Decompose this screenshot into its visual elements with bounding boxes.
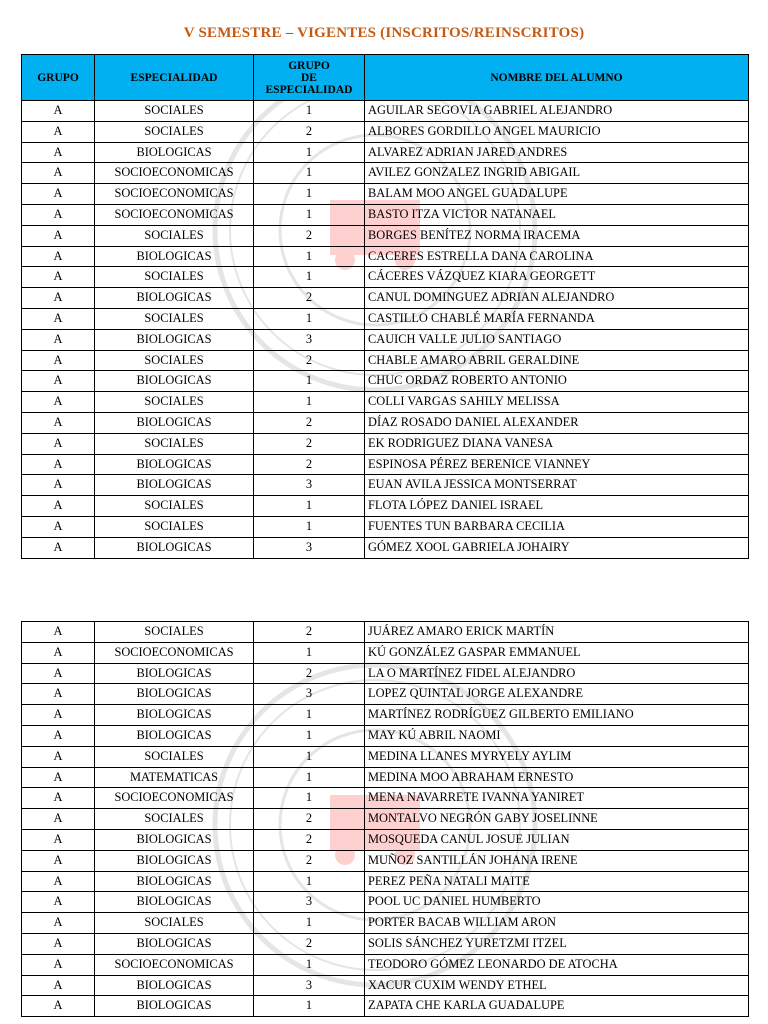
cell-especialidad: SOCIALES	[95, 267, 254, 288]
table-row	[22, 412, 749, 433]
cell-grupo: A	[22, 809, 95, 830]
cell-nombre: KÚ GONZÁLEZ GASPAR EMMANUEL	[365, 642, 749, 663]
cell-grupo-especialidad: 1	[254, 516, 365, 537]
cell-grupo: A	[22, 288, 95, 309]
table-body	[22, 101, 749, 559]
table-row	[22, 246, 749, 267]
cell-grupo-especialidad: 2	[254, 850, 365, 871]
cell-grupo: A	[22, 412, 95, 433]
cell-grupo-especialidad: 1	[254, 642, 365, 663]
cell-nombre: CAUICH VALLE JULIO SANTIAGO	[365, 329, 749, 350]
cell-nombre: CACERES ESTRELLA DANA CAROLINA	[365, 246, 749, 267]
cell-grupo: A	[22, 850, 95, 871]
cell-grupo-especialidad: 3	[254, 684, 365, 705]
cell-nombre: EUAN AVILA JESSICA MONTSERRAT	[365, 475, 749, 496]
cell-nombre: PEREZ PEÑA NATALI MAITE	[365, 871, 749, 892]
cell-grupo: A	[22, 829, 95, 850]
cell-nombre: ALBORES GORDILLO ANGEL MAURICIO	[365, 121, 749, 142]
cell-especialidad: BIOLOGICAS	[95, 829, 254, 850]
cell-especialidad: MATEMATICAS	[95, 767, 254, 788]
cell-grupo-especialidad: 1	[254, 871, 365, 892]
cell-grupo-especialidad: 1	[254, 246, 365, 267]
table-row	[22, 767, 749, 788]
cell-grupo: A	[22, 933, 95, 954]
table-row	[22, 184, 749, 205]
cell-especialidad: SOCIALES	[95, 101, 254, 122]
cell-especialidad: SOCIALES	[95, 392, 254, 413]
cell-grupo-especialidad: 2	[254, 433, 365, 454]
table-row	[22, 705, 749, 726]
cell-especialidad: SOCIALES	[95, 350, 254, 371]
cell-grupo: A	[22, 996, 95, 1017]
cell-grupo-especialidad: 1	[254, 705, 365, 726]
cell-especialidad: BIOLOGICAS	[95, 329, 254, 350]
cell-grupo-especialidad: 2	[254, 412, 365, 433]
table-row	[22, 642, 749, 663]
cell-nombre: SOLIS SÁNCHEZ YURETZMI ITZEL	[365, 933, 749, 954]
cell-grupo: A	[22, 705, 95, 726]
cell-nombre: CHUC ORDAZ ROBERTO ANTONIO	[365, 371, 749, 392]
cell-grupo-especialidad: 2	[254, 121, 365, 142]
cell-grupo: A	[22, 975, 95, 996]
cell-nombre: LOPEZ QUINTAL JORGE ALEXANDRE	[365, 684, 749, 705]
cell-nombre: BALAM MOO ANGEL GUADALUPE	[365, 184, 749, 205]
cell-especialidad: SOCIALES	[95, 433, 254, 454]
cell-grupo: A	[22, 788, 95, 809]
cell-especialidad: BIOLOGICAS	[95, 725, 254, 746]
cell-grupo: A	[22, 350, 95, 371]
cell-grupo-especialidad: 1	[254, 101, 365, 122]
cell-grupo-especialidad: 1	[254, 996, 365, 1017]
cell-grupo-especialidad: 1	[254, 267, 365, 288]
cell-especialidad: BIOLOGICAS	[95, 850, 254, 871]
students-table-2	[21, 621, 749, 1017]
cell-grupo: A	[22, 913, 95, 934]
cell-especialidad: SOCIALES	[95, 121, 254, 142]
cell-especialidad: BIOLOGICAS	[95, 705, 254, 726]
table-row	[22, 684, 749, 705]
cell-nombre: JUÁREZ AMARO ERICK MARTÍN	[365, 622, 749, 643]
cell-grupo-especialidad: 1	[254, 308, 365, 329]
header-line: DE	[301, 71, 317, 84]
cell-nombre: CASTILLO CHABLÉ MARÍA FERNANDA	[365, 308, 749, 329]
cell-nombre: MONTALVO NEGRÓN GABY JOSELINNE	[365, 809, 749, 830]
cell-grupo: A	[22, 101, 95, 122]
header-line: ESPECIALIDAD	[265, 83, 353, 96]
cell-grupo-especialidad: 1	[254, 163, 365, 184]
cell-grupo: A	[22, 622, 95, 643]
table-row	[22, 371, 749, 392]
cell-nombre: MARTÍNEZ RODRÍGUEZ GILBERTO EMILIANO	[365, 705, 749, 726]
cell-especialidad: BIOLOGICAS	[95, 892, 254, 913]
cell-grupo-especialidad: 3	[254, 475, 365, 496]
table-row	[22, 516, 749, 537]
table-row	[22, 892, 749, 913]
table-row	[22, 163, 749, 184]
header-line: GRUPO	[288, 59, 330, 72]
cell-nombre: GÓMEZ XOOL GABRIELA JOHAIRY	[365, 537, 749, 558]
table-row	[22, 288, 749, 309]
cell-grupo-especialidad: 2	[254, 622, 365, 643]
cell-especialidad: BIOLOGICAS	[95, 475, 254, 496]
table-row	[22, 954, 749, 975]
cell-grupo-especialidad: 1	[254, 204, 365, 225]
cell-grupo: A	[22, 392, 95, 413]
cell-grupo: A	[22, 537, 95, 558]
cell-grupo-especialidad: 1	[254, 184, 365, 205]
cell-especialidad: SOCIOECONOMICAS	[95, 204, 254, 225]
cell-especialidad: BIOLOGICAS	[95, 996, 254, 1017]
header-grupo-de-especialidad	[254, 55, 365, 101]
cell-nombre: DÍAZ ROSADO DANIEL ALEXANDER	[365, 412, 749, 433]
cell-grupo: A	[22, 454, 95, 475]
cell-nombre: MENA NAVARRETE IVANNA YANIRET	[365, 788, 749, 809]
table-row	[22, 829, 749, 850]
cell-grupo-especialidad: 2	[254, 225, 365, 246]
cell-grupo: A	[22, 663, 95, 684]
cell-nombre: ESPINOSA PÉREZ BERENICE VIANNEY	[365, 454, 749, 475]
table-row	[22, 996, 749, 1017]
cell-grupo: A	[22, 871, 95, 892]
cell-grupo-especialidad: 2	[254, 829, 365, 850]
cell-grupo-especialidad: 1	[254, 496, 365, 517]
cell-especialidad: SOCIALES	[95, 308, 254, 329]
table-body	[22, 622, 749, 1017]
cell-especialidad: BIOLOGICAS	[95, 454, 254, 475]
table-row	[22, 475, 749, 496]
cell-grupo: A	[22, 142, 95, 163]
table-row	[22, 850, 749, 871]
cell-grupo-especialidad: 1	[254, 392, 365, 413]
cell-nombre: CHABLE AMARO ABRIL GERALDINE	[365, 350, 749, 371]
table-row	[22, 496, 749, 517]
cell-grupo: A	[22, 225, 95, 246]
cell-nombre: MOSQUEDA CANUL JOSUE JULIAN	[365, 829, 749, 850]
cell-especialidad: BIOLOGICAS	[95, 537, 254, 558]
table-row	[22, 225, 749, 246]
header-nombre: NOMBRE DEL ALUMNO	[365, 55, 749, 101]
table-row	[22, 933, 749, 954]
cell-grupo: A	[22, 954, 95, 975]
cell-nombre: LA O MARTÍNEZ FIDEL ALEJANDRO	[365, 663, 749, 684]
cell-especialidad: SOCIALES	[95, 225, 254, 246]
cell-especialidad: SOCIALES	[95, 913, 254, 934]
cell-grupo-especialidad: 1	[254, 767, 365, 788]
cell-grupo-especialidad: 2	[254, 663, 365, 684]
cell-grupo: A	[22, 267, 95, 288]
cell-especialidad: BIOLOGICAS	[95, 933, 254, 954]
cell-nombre: POOL UC DANIEL HUMBERTO	[365, 892, 749, 913]
students-table-1	[21, 54, 749, 559]
cell-nombre: AVILEZ GONZALEZ INGRID ABIGAIL	[365, 163, 749, 184]
table-row	[22, 204, 749, 225]
table-row	[22, 622, 749, 643]
cell-nombre: PORTER BACAB WILLIAM ARON	[365, 913, 749, 934]
cell-especialidad: SOCIOECONOMICAS	[95, 788, 254, 809]
cell-grupo-especialidad: 1	[254, 746, 365, 767]
cell-grupo-especialidad: 3	[254, 537, 365, 558]
table-row	[22, 454, 749, 475]
cell-nombre: TEODORO GÓMEZ LEONARDO DE ATOCHA	[365, 954, 749, 975]
cell-especialidad: BIOLOGICAS	[95, 975, 254, 996]
cell-especialidad: SOCIOECONOMICAS	[95, 642, 254, 663]
cell-especialidad: BIOLOGICAS	[95, 684, 254, 705]
cell-grupo: A	[22, 684, 95, 705]
cell-nombre: COLLI VARGAS SAHILY MELISSA	[365, 392, 749, 413]
cell-nombre: FUENTES TUN BARBARA CECILIA	[365, 516, 749, 537]
cell-grupo: A	[22, 433, 95, 454]
cell-especialidad: BIOLOGICAS	[95, 871, 254, 892]
cell-nombre: ZAPATA CHE KARLA GUADALUPE	[365, 996, 749, 1017]
cell-especialidad: BIOLOGICAS	[95, 246, 254, 267]
cell-grupo: A	[22, 496, 95, 517]
cell-grupo-especialidad: 1	[254, 913, 365, 934]
cell-nombre: BORGES BENÍTEZ NORMA IRACEMA	[365, 225, 749, 246]
cell-grupo: A	[22, 184, 95, 205]
table-row	[22, 350, 749, 371]
table-row	[22, 392, 749, 413]
cell-grupo-especialidad: 2	[254, 350, 365, 371]
cell-grupo-especialidad: 1	[254, 142, 365, 163]
table-row	[22, 267, 749, 288]
cell-grupo: A	[22, 767, 95, 788]
table-row	[22, 663, 749, 684]
table-row	[22, 975, 749, 996]
cell-nombre: CÁCERES VÁZQUEZ KIARA GEORGETT	[365, 267, 749, 288]
cell-especialidad: SOCIALES	[95, 516, 254, 537]
cell-grupo-especialidad: 3	[254, 975, 365, 996]
cell-nombre: BASTO ITZA VICTOR NATANAEL	[365, 204, 749, 225]
cell-nombre: XACUR CUXIM WENDY ETHEL	[365, 975, 749, 996]
cell-grupo-especialidad: 1	[254, 788, 365, 809]
cell-grupo: A	[22, 163, 95, 184]
cell-grupo-especialidad: 1	[254, 371, 365, 392]
cell-especialidad: BIOLOGICAS	[95, 371, 254, 392]
cell-nombre: EK RODRIGUEZ DIANA VANESA	[365, 433, 749, 454]
cell-grupo-especialidad: 3	[254, 329, 365, 350]
cell-grupo: A	[22, 475, 95, 496]
header-especialidad: ESPECIALIDAD	[95, 55, 254, 101]
cell-especialidad: BIOLOGICAS	[95, 142, 254, 163]
table-row	[22, 433, 749, 454]
cell-especialidad: SOCIALES	[95, 496, 254, 517]
cell-grupo: A	[22, 642, 95, 663]
cell-nombre: MUÑOZ SANTILLÁN JOHANA IRENE	[365, 850, 749, 871]
cell-nombre: CANUL DOMINGUEZ ADRIAN ALEJANDRO	[365, 288, 749, 309]
cell-grupo-especialidad: 1	[254, 725, 365, 746]
cell-especialidad: BIOLOGICAS	[95, 412, 254, 433]
table-row	[22, 537, 749, 558]
table-row	[22, 746, 749, 767]
table-row	[22, 308, 749, 329]
cell-nombre: MEDINA LLANES MYRYELY AYLIM	[365, 746, 749, 767]
table-row	[22, 788, 749, 809]
cell-nombre: AGUILAR SEGOVIA GABRIEL ALEJANDRO	[365, 101, 749, 122]
cell-especialidad: BIOLOGICAS	[95, 288, 254, 309]
cell-especialidad: SOCIALES	[95, 622, 254, 643]
cell-grupo: A	[22, 308, 95, 329]
page-title: V SEMESTRE – VIGENTES (INSCRITOS/REINSCRITOS)	[183, 25, 585, 41]
header-grupo: GRUPO	[22, 55, 95, 101]
table-row	[22, 913, 749, 934]
table-row	[22, 121, 749, 142]
table-row	[22, 329, 749, 350]
cell-especialidad: SOCIOECONOMICAS	[95, 954, 254, 975]
table-row	[22, 871, 749, 892]
cell-grupo: A	[22, 204, 95, 225]
cell-grupo-especialidad: 2	[254, 288, 365, 309]
cell-grupo: A	[22, 725, 95, 746]
cell-nombre: ALVAREZ ADRIAN JARED ANDRES	[365, 142, 749, 163]
cell-grupo-especialidad: 3	[254, 892, 365, 913]
cell-grupo: A	[22, 121, 95, 142]
table-row	[22, 809, 749, 830]
table-row	[22, 725, 749, 746]
cell-especialidad: BIOLOGICAS	[95, 663, 254, 684]
table-row	[22, 142, 749, 163]
cell-nombre: FLOTA LÓPEZ DANIEL ISRAEL	[365, 496, 749, 517]
table-row	[22, 101, 749, 122]
cell-grupo-especialidad: 2	[254, 933, 365, 954]
cell-grupo: A	[22, 892, 95, 913]
cell-grupo-especialidad: 2	[254, 454, 365, 475]
cell-grupo: A	[22, 516, 95, 537]
cell-grupo-especialidad: 1	[254, 954, 365, 975]
cell-especialidad: SOCIALES	[95, 746, 254, 767]
cell-grupo: A	[22, 371, 95, 392]
cell-nombre: MEDINA MOO ABRAHAM ERNESTO	[365, 767, 749, 788]
cell-especialidad: SOCIOECONOMICAS	[95, 184, 254, 205]
cell-grupo: A	[22, 246, 95, 267]
cell-especialidad: SOCIALES	[95, 809, 254, 830]
cell-grupo: A	[22, 329, 95, 350]
cell-grupo-especialidad: 2	[254, 809, 365, 830]
cell-especialidad: SOCIOECONOMICAS	[95, 163, 254, 184]
cell-nombre: MAY KÚ ABRIL NAOMI	[365, 725, 749, 746]
cell-grupo: A	[22, 746, 95, 767]
